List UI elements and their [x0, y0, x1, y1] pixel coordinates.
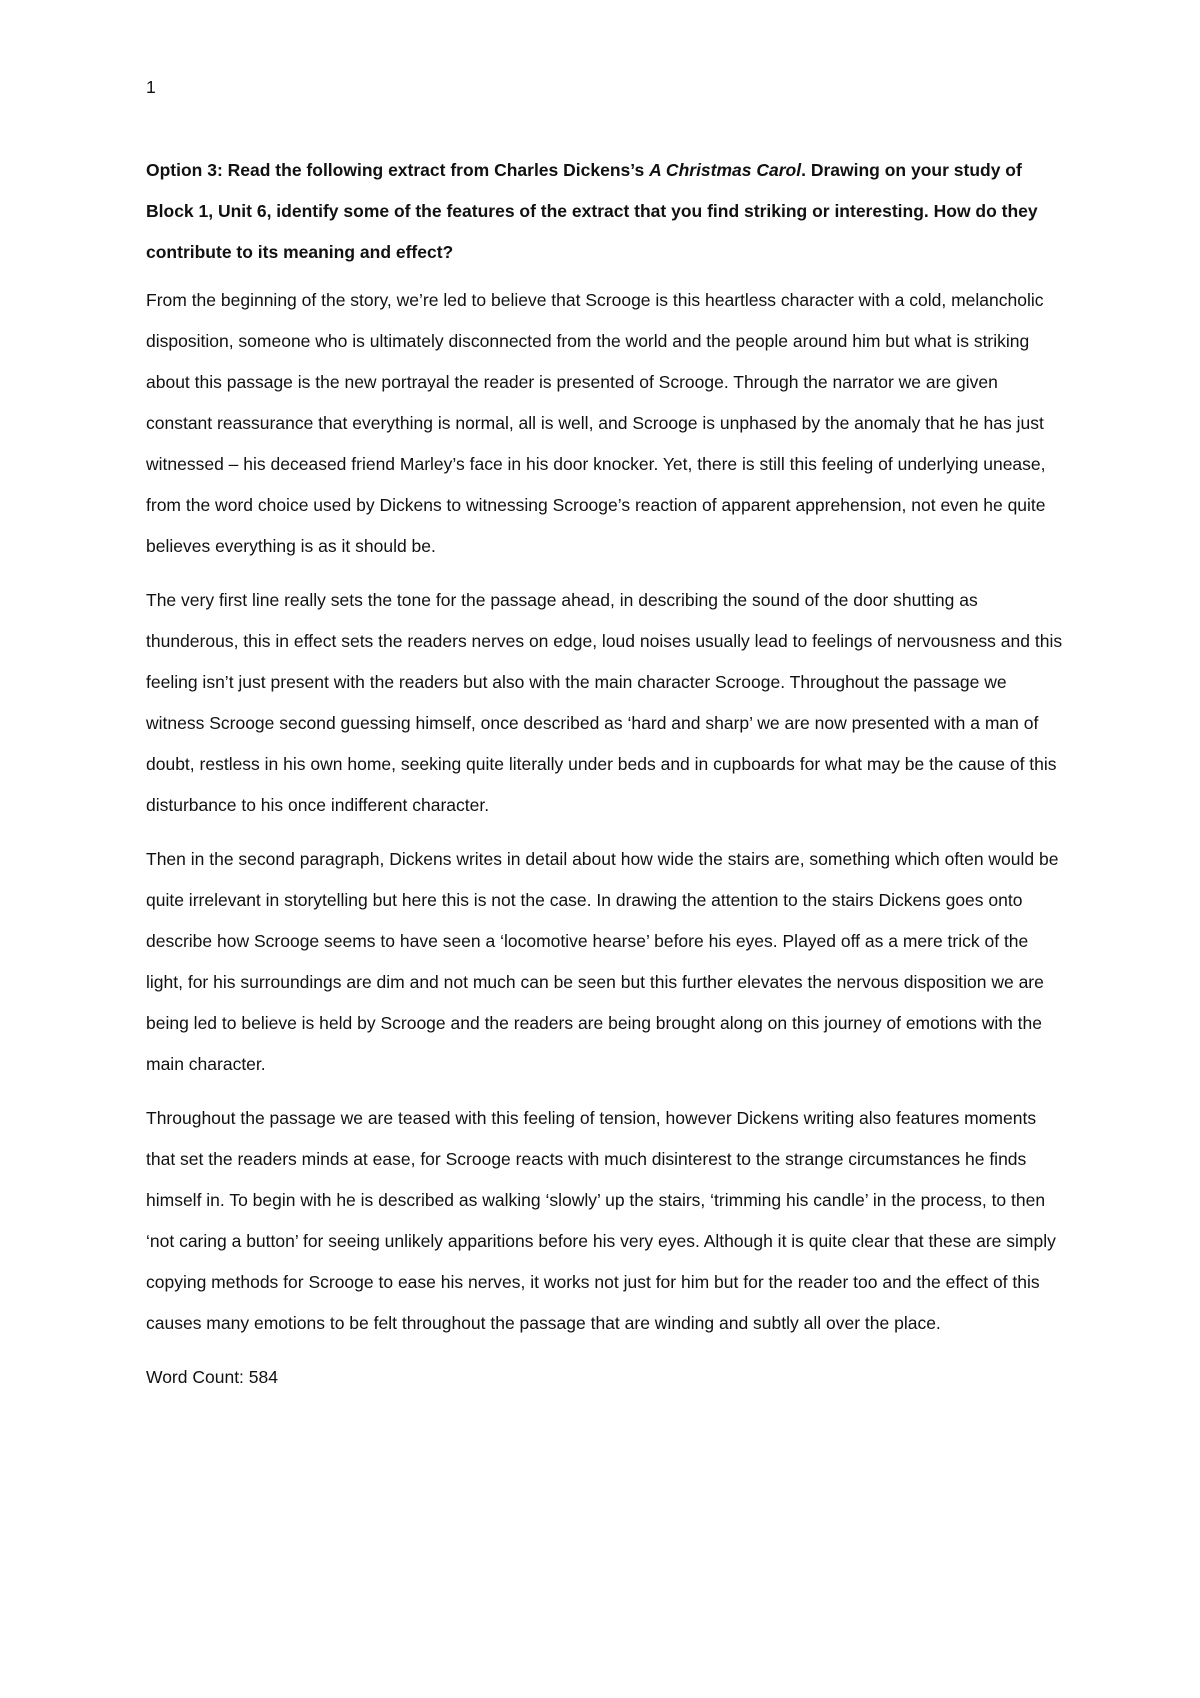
essay-body — [146, 150, 1066, 1398]
paragraph-4: Throughout the passage we are teased with this feeling of tension, however Dickens writing also features moments that set the readers minds at ease, for Scrooge reacts with much disinterest to the strange circumstances he finds himself in. To begin with he is described as walking ‘slowly’ up the stairs, ‘trimming his candle’ in the process, to then ‘not caring a button’ for seeing unlikely apparitions before his very eyes. Although it is quite clear that these are simply copying methods for Scrooge to ease his nerves, it works not just for him but for the reader too and the effect of this causes many emotions to be felt throughout the passage that are winding and subtly all over the place. — [146, 1108, 1056, 1333]
page-number: 1 — [146, 77, 156, 97]
word-count: Word Count: 584 — [146, 1367, 278, 1387]
paragraph-3: Then in the second paragraph, Dickens writes in detail about how wide the stairs are, something which often would be quite irrelevant in storytelling but here this is not the case. In drawing the attention to the stairs Dickens goes onto describe how Scrooge seems to have seen a ‘locomotive hearse’ before his eyes. Played off as a mere trick of the light, for his surroundings are dim and not much can be seen but this further elevates the nervous disposition we are being led to believe is held by Scrooge and the readers are being brought along on this journey of emotions with the main character. — [146, 849, 1059, 1074]
question-suffix: . Drawing on your study of Block 1, Unit 6, identify some of the features of the extract that you find striking or interesting. How do they contribute to its meaning and effect? — [146, 160, 1038, 262]
question-prefix: Option 3: Read the following extract from Charles Dickens’s — [146, 160, 650, 180]
essay-question — [146, 150, 1066, 273]
paragraph-1: From the beginning of the story, we’re led to believe that Scrooge is this heartless character with a cold, melancholic disposition, someone who is ultimately disconnected from the world and the people around him but what is striking about this passage is the new portrayal the reader is presented of Scrooge. Through the narrator we are given constant reassurance that everything is normal, all is well, and Scrooge is unphased by the anomaly that he has just witnessed – his deceased friend Marley’s face in his door knocker. Yet, there is still this feeling of underlying unease, from the word choice used by Dickens to witnessing Scrooge’s reaction of apparent apprehension, not even he quite believes everything is as it should be. — [146, 290, 1046, 556]
book-title: A Christmas Carol — [649, 160, 802, 180]
paragraph-2: The very first line really sets the tone for the passage ahead, in describing the sound of the door shutting as thunderous, this in effect sets the readers nerves on edge, loud noises usually lead to feelings of nervousness and this feeling isn’t just present with the readers but also with the main character Scrooge. Throughout the passage we witness Scrooge second guessing himself, once described as ‘hard and sharp’ we are now presented with a man of doubt, restless in his own home, seeking quite literally under beds and in cupboards for what may be the cause of this disturbance to his once indifferent character. — [146, 590, 1063, 815]
